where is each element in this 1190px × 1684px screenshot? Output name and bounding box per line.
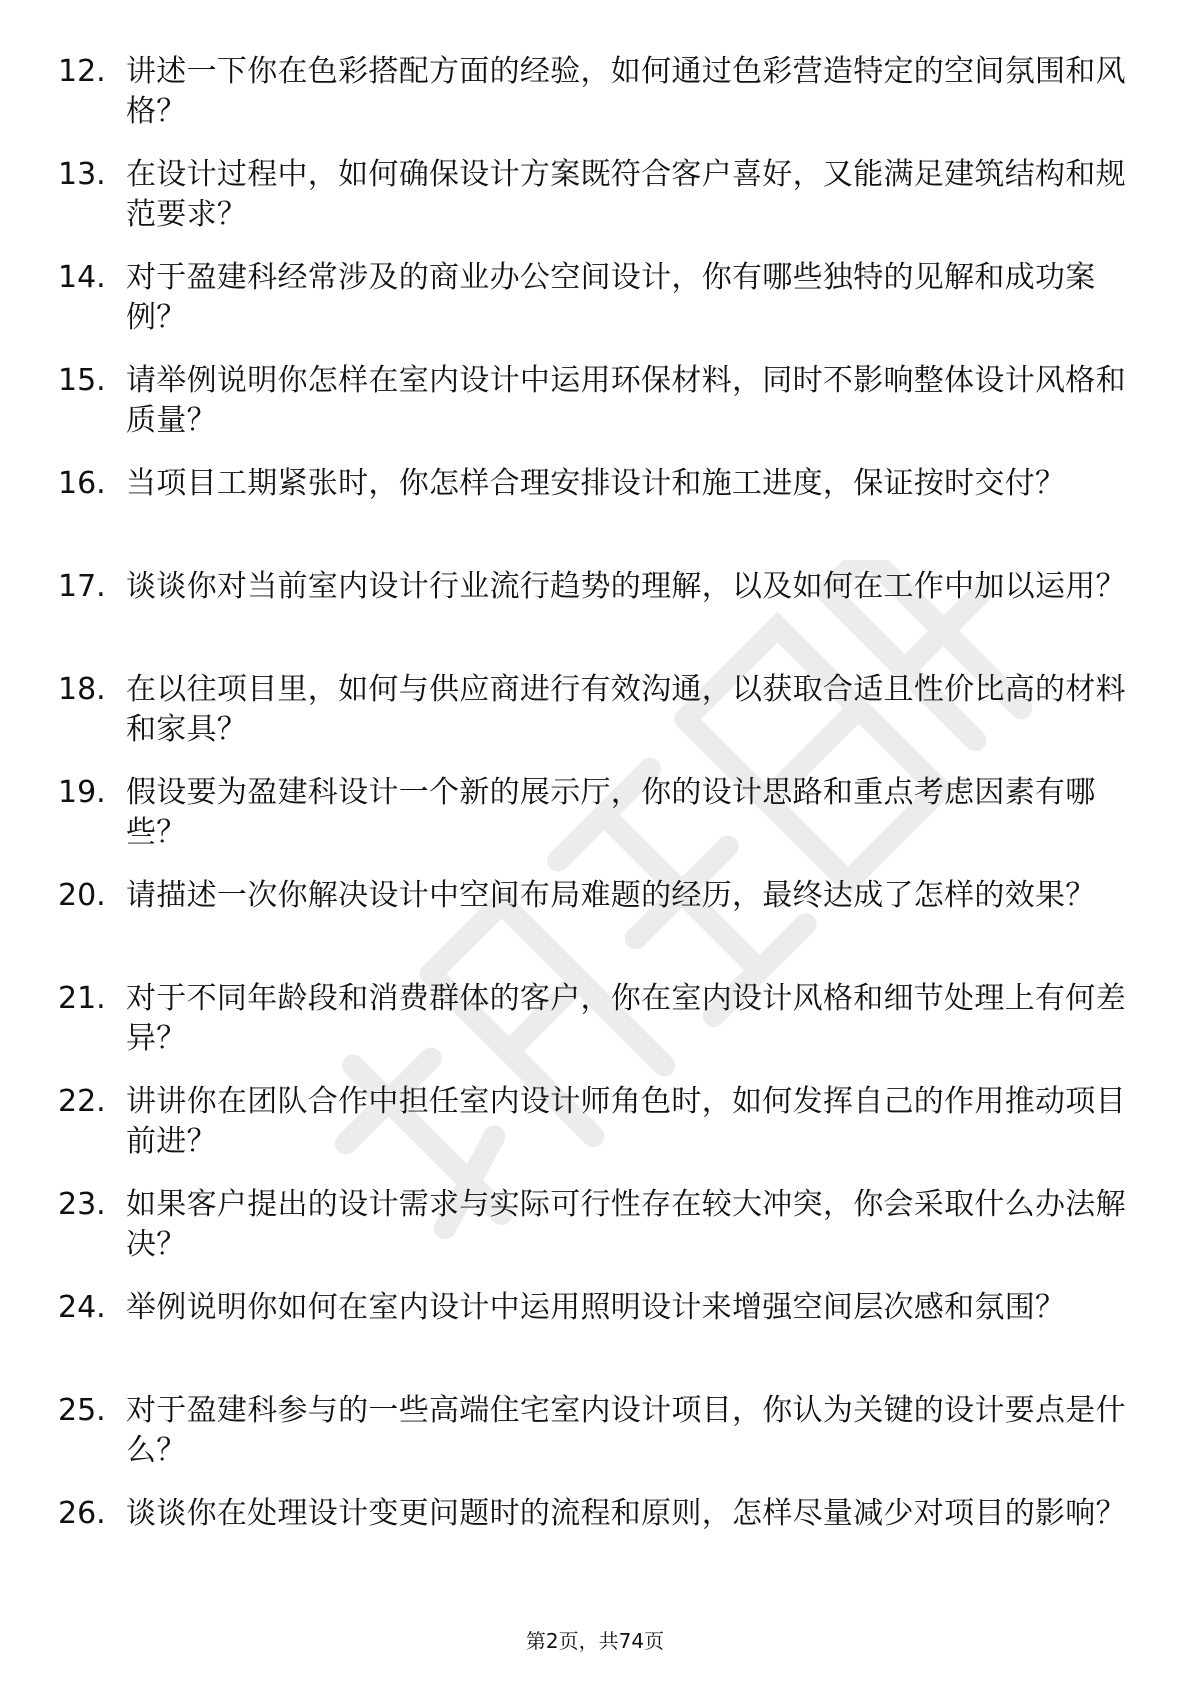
list-item xyxy=(0,567,1190,670)
question-number: 26. xyxy=(58,1496,106,1531)
question-text: 对于盈建科参与的一些高端住宅室内设计项目，你认为关键的设计要点是什么？ xyxy=(126,1393,1126,1468)
question-number: 12. xyxy=(58,54,106,89)
question-text: 在设计过程中，如何确保设计方案既符合客户喜好，又能满足建筑结构和规范要求？ xyxy=(126,157,1126,232)
list-item xyxy=(0,1082,1190,1185)
question-number: 25. xyxy=(58,1393,106,1428)
list-item xyxy=(0,773,1190,876)
question-text: 请描述一次你解决设计中空间布局难题的经历，最终达成了怎样的效果？ xyxy=(126,878,1096,913)
question-text: 在以往项目里，如何与供应商进行有效沟通，以获取合适且性价比高的材料和家具？ xyxy=(126,672,1126,747)
list-item xyxy=(0,52,1190,155)
question-number: 23. xyxy=(58,1187,106,1222)
question-number: 19. xyxy=(58,775,106,810)
question-number: 20. xyxy=(58,878,106,913)
list-item xyxy=(0,258,1190,361)
question-number: 22. xyxy=(58,1084,106,1119)
question-number: 16. xyxy=(58,466,106,501)
question-number: 14. xyxy=(58,260,106,295)
list-item xyxy=(0,979,1190,1082)
question-text: 假设要为盈建科设计一个新的展示厅，你的设计思路和重点考虑因素有哪些？ xyxy=(126,775,1096,850)
list-item xyxy=(0,876,1190,979)
question-text: 讲讲你在团队合作中担任室内设计师角色时，如何发挥自己的作用推动项目前进？ xyxy=(126,1084,1126,1159)
question-number: 24. xyxy=(58,1290,106,1325)
question-text: 谈谈你对当前室内设计行业流行趋势的理解，以及如何在工作中加以运用？ xyxy=(126,569,1126,604)
question-text: 当项目工期紧张时，你怎样合理安排设计和施工进度，保证按时交付？ xyxy=(126,466,1066,501)
list-item xyxy=(0,155,1190,258)
list-item xyxy=(0,1391,1190,1494)
list-item xyxy=(0,464,1190,567)
question-number: 18. xyxy=(58,672,106,707)
list-item xyxy=(0,1494,1190,1597)
question-number: 21. xyxy=(58,981,106,1016)
page-footer: 第2页，共74页 xyxy=(525,1629,665,1653)
question-list xyxy=(0,52,1190,1597)
question-text: 对于盈建科经常涉及的商业办公空间设计，你有哪些独特的见解和成功案例？ xyxy=(126,260,1096,335)
list-item xyxy=(0,1185,1190,1288)
question-text: 如果客户提出的设计需求与实际可行性存在较大冲突，你会采取什么办法解决？ xyxy=(126,1187,1126,1262)
question-text: 谈谈你在处理设计变更问题时的流程和原则，怎样尽量减少对项目的影响？ xyxy=(126,1496,1126,1531)
question-text: 对于不同年龄段和消费群体的客户，你在室内设计风格和细节处理上有何差异？ xyxy=(126,981,1126,1056)
question-text: 请举例说明你怎样在室内设计中运用环保材料，同时不影响整体设计风格和质量？ xyxy=(126,363,1126,438)
question-number: 13. xyxy=(58,157,106,192)
question-text: 讲述一下你在色彩搭配方面的经验，如何通过色彩营造特定的空间氛围和风格？ xyxy=(126,54,1126,129)
list-item xyxy=(0,361,1190,464)
question-number: 15. xyxy=(58,363,106,398)
list-item xyxy=(0,1288,1190,1391)
list-item xyxy=(0,670,1190,773)
question-number: 17. xyxy=(58,569,106,604)
question-text: 举例说明你如何在室内设计中运用照明设计来增强空间层次感和氛围？ xyxy=(126,1290,1066,1325)
